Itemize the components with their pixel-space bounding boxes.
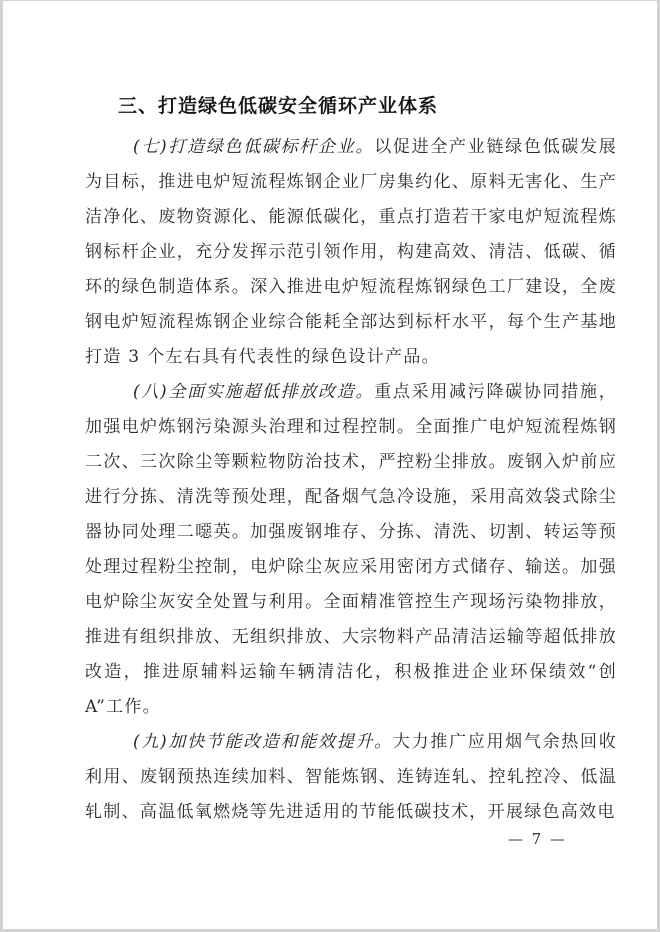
paragraph bbox=[85, 725, 617, 830]
paragraph bbox=[85, 130, 617, 375]
section-heading: 三、打造绿色低碳安全循环产业体系 bbox=[118, 95, 439, 117]
document-page bbox=[3, 1, 657, 929]
paragraph-body: 重点采用减污降碳协同措施，加强电炉炼钢污染源头治理和过程控制。全面推广电炉短流程炼钢二次、三次除尘等颗粒物防治技术，严控粉尘排放。废钢入炉前应进行分拣、清洗等预处理，配备烟气急冷设施，采用高效袋式除尘器协同处理二噁英。加强废钢堆存、分拣、清洗、切割、转运等预处理过程粉尘控制，电炉除尘灰应采用密闭方式储存、输送。加强电炉除尘灰安全处置与利用。全面精准管控生产现场污染物排放，推进有组织排放、无组织排放、大宗物料产品清洁运输等超低排放改造，推进原辅料运输车辆清洁化，积极推进企业环保绩效“创 A”工作。 bbox=[85, 382, 617, 717]
paragraph-body: 以促进全产业链绿色低碳发展为目标，推进电炉短流程炼钢企业厂房集约化、原料无害化、生产洁净化、废物资源化、能源低碳化，重点打造若干家电炉短流程炼钢标杆企业，充分发挥示范引领作用，构建高效、清洁、低碳、循环的绿色制造体系。深入推进电炉短流程炼钢绿色工厂建设，全废钢电炉短流程炼钢企业综合能耗全部达到标杆水平，每个生产基地打造 3 个左右具有代表性的绿色设计产品。 bbox=[85, 137, 617, 367]
page-content bbox=[3, 93, 657, 830]
paragraph-lead: (八)全面实施超低排放改造。 bbox=[133, 382, 375, 402]
paragraph bbox=[85, 375, 617, 725]
paragraph-lead: (九)加快节能改造和能效提升。 bbox=[133, 732, 393, 752]
paragraph-lead: (七)打造绿色低碳标杆企业。 bbox=[133, 137, 375, 157]
paragraph-block bbox=[85, 130, 617, 830]
page-number: — 7 — bbox=[507, 830, 567, 848]
paragraph-body: 大力推广应用烟气余热回收利用、废钢预热连续加料、智能炼钢、连铸连轧、控轧控冷、低温轧制、高温低氧燃烧等先进适用的节能低碳技术，开展绿色高效电 bbox=[85, 732, 618, 822]
